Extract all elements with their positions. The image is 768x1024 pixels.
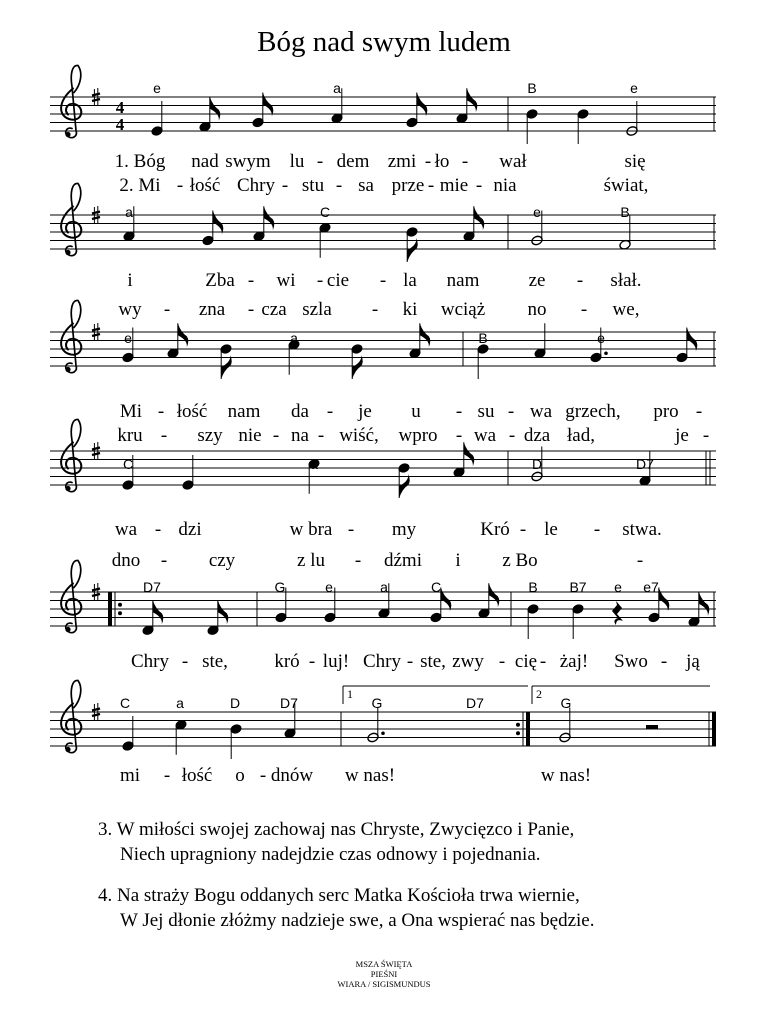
- chord-symbol: e: [614, 579, 622, 595]
- lyric-syllable: pro: [653, 401, 679, 422]
- note: [220, 343, 233, 379]
- lyric-syllable: w bra: [289, 519, 333, 540]
- half-rest: [646, 725, 658, 729]
- lyric-syllable: Mi: [119, 401, 143, 422]
- lyric-syllable: lu: [289, 151, 305, 172]
- lyric-syllable: szla: [302, 299, 332, 320]
- lyric-syllable: -: [539, 651, 547, 672]
- lyric-syllable: dza: [523, 425, 551, 446]
- chord-symbol: C: [430, 579, 442, 595]
- lyric-syllable: dźmi: [384, 550, 422, 571]
- lyric-syllable: cza: [261, 299, 287, 320]
- lyric-syllable: -: [163, 299, 171, 320]
- treble-clef: [61, 183, 81, 255]
- lyric-syllable: -: [354, 550, 362, 571]
- note: [167, 323, 189, 359]
- lyric-syllable: -: [259, 765, 267, 786]
- lyric-syllable: da: [291, 401, 309, 422]
- lyric-syllable: -: [519, 519, 527, 540]
- lyric-syllable: nam: [227, 401, 261, 422]
- chord-symbol: a: [125, 204, 133, 220]
- treble-clef: [61, 560, 81, 632]
- chord-symbol: C: [119, 695, 131, 711]
- chord-symbol: e7: [643, 579, 659, 595]
- lyric-syllable: -: [507, 401, 515, 422]
- chord-symbol: e: [533, 204, 541, 220]
- note: [230, 723, 243, 759]
- chord-symbol: e: [124, 330, 132, 346]
- lyric-syllable: -: [455, 425, 463, 446]
- lyric-syllable: luj!: [322, 651, 350, 672]
- lyric-syllable: -: [308, 651, 316, 672]
- stanza-3-line-1: 3. W miłości swojej zachowaj nas Chryste, Zwycięzco i Panie,: [98, 819, 575, 840]
- note: [207, 600, 229, 636]
- lyric-syllable: zmi: [387, 151, 417, 172]
- chord-symbol: D: [531, 456, 543, 472]
- chord-symbol: G: [371, 695, 383, 711]
- lyric-syllable: Chry: [363, 651, 401, 672]
- lyric-syllable: -: [702, 425, 710, 446]
- lyric-syllable: kru: [117, 425, 143, 446]
- note: [619, 215, 632, 251]
- lyric-syllable: ste,: [202, 651, 228, 672]
- lyric-syllable: -: [695, 401, 703, 422]
- lyric-syllable: -: [461, 151, 469, 172]
- lyric-syllable: w nas!: [540, 765, 592, 786]
- lyric-syllable: stwa.: [622, 519, 662, 540]
- treble-clef: [61, 680, 81, 752]
- lyric-syllable: ze: [528, 270, 546, 291]
- footer-line-3: WIARA / SIGISMUNDUS: [337, 979, 431, 989]
- lyric-syllable: Chry: [237, 175, 275, 196]
- chord-symbol: B: [620, 204, 630, 220]
- lyric-syllable: -: [406, 651, 414, 672]
- lyric-syllable: -: [580, 299, 588, 320]
- note: [199, 97, 221, 133]
- lyric-syllable: z lu: [297, 550, 325, 571]
- lyric-syllable: le: [544, 519, 558, 540]
- footer-line-1: MSZA ŚWIĘTA: [355, 959, 413, 969]
- chord-symbol: D7: [466, 695, 484, 711]
- note: [534, 323, 547, 359]
- lyric-syllable: ład,: [567, 425, 595, 446]
- lyric-syllable: wał: [499, 151, 527, 172]
- lyric-syllable: -: [281, 175, 289, 196]
- lyric-syllable: ki: [402, 299, 418, 320]
- lyric-syllable: szy: [197, 425, 223, 446]
- lyric-syllable: na: [291, 425, 309, 446]
- lyric-syllable: się: [624, 151, 646, 172]
- chord-symbol: e: [597, 330, 605, 346]
- lyric-syllable: su: [477, 401, 495, 422]
- note: [406, 226, 419, 262]
- chord-symbol: D7: [636, 456, 654, 472]
- footer: [0, 959, 768, 989]
- stanza-3: [98, 817, 574, 867]
- lyric-syllable: cię: [514, 651, 538, 672]
- lyric-syllable: -: [424, 151, 432, 172]
- lyric-syllable: we,: [612, 299, 640, 320]
- note: [122, 716, 135, 752]
- treble-clef: [61, 65, 81, 137]
- note: [142, 600, 164, 636]
- lyric-syllable: 1. Bóg: [114, 151, 166, 172]
- lyric-syllable: -: [475, 175, 483, 196]
- lyric-syllable: -: [272, 425, 280, 446]
- lyric-syllable: -: [335, 175, 343, 196]
- lyric-syllable: z Bo: [502, 550, 538, 571]
- note: [572, 603, 585, 639]
- lyric-syllable: -: [498, 651, 506, 672]
- lyric-syllable: -: [347, 519, 355, 540]
- lyric-syllable: żaj!: [559, 651, 589, 672]
- chord-symbol: B: [527, 80, 537, 96]
- lyric-syllable: -: [508, 425, 516, 446]
- lyric-syllable: łość: [189, 175, 221, 196]
- lyric-syllable: je: [358, 401, 372, 422]
- lyric-syllable: -: [379, 270, 387, 291]
- chord-symbol: a: [176, 695, 184, 711]
- lyric-syllable: wiść,: [339, 425, 379, 446]
- note: [175, 719, 188, 755]
- time-signature-bottom: 4: [115, 115, 125, 134]
- note: [151, 101, 164, 137]
- lyric-syllable: ło: [434, 151, 450, 172]
- lyric-syllable: stu: [301, 175, 325, 196]
- lyric-syllable: wi: [276, 270, 296, 291]
- chord-symbol: G: [560, 695, 572, 711]
- chord-symbol: a: [310, 456, 318, 472]
- lyric-syllable: dem: [336, 151, 370, 172]
- lyric-syllable: wa: [114, 519, 138, 540]
- chord-symbol: D: [229, 695, 241, 711]
- lyric-syllable: prze: [391, 175, 425, 196]
- lyric-syllable: -: [593, 519, 601, 540]
- lyric-syllable: u: [411, 401, 421, 422]
- stanza-3-line-2: Niech upragniony nadejdzie czas odnowy i pojednania.: [120, 844, 541, 865]
- lyric-syllable: cie: [326, 270, 350, 291]
- lyric-syllable: dzi: [178, 519, 202, 540]
- system-6: [50, 680, 716, 786]
- chord-symbol: B: [478, 330, 488, 346]
- chord-symbol: e: [325, 579, 333, 595]
- chord-symbol: a: [380, 579, 388, 595]
- lyric-syllable: nie: [238, 425, 262, 446]
- lyric-syllable: zna: [198, 299, 226, 320]
- lyric-syllable: słał.: [610, 270, 642, 291]
- lyric-syllable: -: [160, 425, 168, 446]
- lyric-syllable: ją: [686, 651, 700, 672]
- lyric-syllable: -: [316, 151, 324, 172]
- chord-symbol: B: [528, 579, 538, 595]
- note: [182, 455, 195, 491]
- lyric-syllable: -: [157, 401, 165, 422]
- lyric-syllable: czy: [208, 550, 236, 571]
- lyric-syllable: -: [160, 550, 168, 571]
- note: [351, 343, 364, 379]
- note: [526, 108, 539, 144]
- lyric-syllable: -: [455, 401, 463, 422]
- lyric-syllable: wa: [473, 425, 497, 446]
- lyric-syllable: dnów: [270, 765, 314, 786]
- note: [477, 343, 490, 379]
- lyric-syllable: -: [427, 175, 435, 196]
- volta-1: 1: [347, 687, 353, 701]
- chord-symbol: a: [290, 330, 298, 346]
- lyric-syllable: nam: [446, 270, 480, 291]
- lyric-syllable: wy: [118, 299, 142, 320]
- chord-symbol: B7: [569, 579, 587, 595]
- lyric-syllable: -: [163, 765, 171, 786]
- lyric-syllable: -: [576, 270, 584, 291]
- chord-symbol: C: [319, 204, 331, 220]
- note: [478, 583, 500, 619]
- stanza-4-line-2: W Jej dłonie złóżmy nadzieje swe, a Ona wspierać nas będzie.: [120, 910, 595, 931]
- system-1: [50, 65, 716, 196]
- note: [319, 222, 332, 258]
- chord-symbol: e: [153, 80, 161, 96]
- lyric-syllable: sa: [358, 175, 374, 196]
- note: [456, 88, 478, 124]
- lyric-syllable: -: [154, 519, 162, 540]
- lyric-syllable: łość: [181, 765, 213, 786]
- time-signature-top: 4: [115, 98, 125, 117]
- system-5: [50, 560, 716, 672]
- chord-symbol: a: [333, 80, 341, 96]
- lyric-syllable: -: [247, 299, 255, 320]
- system-2: [50, 183, 716, 320]
- system-4: [50, 419, 716, 571]
- lyric-syllable: wa: [529, 401, 553, 422]
- lyric-syllable: ste,: [420, 651, 446, 672]
- quarter-rest: [612, 601, 623, 625]
- note: [463, 206, 485, 242]
- chord-symbol: D7: [143, 579, 161, 595]
- lyric-syllable: -: [247, 270, 255, 291]
- lyric-syllable: Kró: [480, 519, 510, 540]
- lyric-syllable: dno: [111, 550, 141, 571]
- lyric-syllable: -: [176, 175, 184, 196]
- lyric-syllable: 2. Mi: [119, 175, 161, 196]
- chord-symbol: G: [274, 579, 286, 595]
- lyric-syllable: wpro: [398, 425, 438, 446]
- stanza-4-line-1: 4. Na straży Bogu oddanych serc Matka Kościoła trwa wiernie,: [98, 885, 580, 906]
- lyric-syllable: kró: [274, 651, 300, 672]
- note: [577, 108, 590, 144]
- lyric-syllable: -: [371, 299, 379, 320]
- lyric-syllable: wciąż: [440, 299, 486, 320]
- treble-clef: [61, 300, 81, 372]
- lyric-syllable: -: [660, 651, 668, 672]
- lyric-syllable: swym: [225, 151, 271, 172]
- lyric-syllable: -: [316, 270, 324, 291]
- lyric-syllable: la: [403, 270, 417, 291]
- stanza-4: [98, 883, 594, 933]
- lyric-syllable: -: [317, 425, 325, 446]
- lyric-syllable: w nas!: [344, 765, 396, 786]
- volta-2: 2: [536, 687, 542, 701]
- chord-symbol: D7: [280, 695, 298, 711]
- lyric-syllable: -: [326, 401, 334, 422]
- note: [527, 603, 540, 639]
- lyric-syllable: zwy: [452, 651, 484, 672]
- lyric-syllable: nad: [191, 151, 219, 172]
- lyric-syllable: je: [675, 425, 689, 446]
- lyric-syllable: świat,: [603, 175, 649, 196]
- lyric-syllable: mie: [439, 175, 469, 196]
- lyric-syllable: Swo: [614, 651, 648, 672]
- lyric-syllable: i: [455, 550, 461, 571]
- note: [409, 323, 431, 359]
- lyric-syllable: no: [527, 299, 547, 320]
- lyric-syllable: i: [127, 270, 133, 291]
- lyric-syllable: nia: [493, 175, 517, 196]
- note: [398, 462, 411, 498]
- lyric-syllable: o: [235, 765, 245, 786]
- lyric-syllable: grzech,: [565, 401, 621, 422]
- lyric-syllable: -: [636, 550, 644, 571]
- footer-line-2: PIEŚNI: [370, 969, 398, 979]
- lyric-syllable: Chry: [131, 651, 169, 672]
- note: [688, 592, 710, 628]
- chord-symbol: e: [630, 80, 638, 96]
- page-title: Bóg nad swym ludem: [257, 26, 511, 58]
- lyric-syllable: Zba: [205, 270, 235, 291]
- treble-clef: [61, 419, 81, 491]
- lyric-syllable: -: [181, 651, 189, 672]
- lyric-syllable: my: [391, 519, 417, 540]
- note: [253, 206, 275, 242]
- lyric-syllable: mi: [119, 765, 141, 786]
- system-3: [50, 300, 716, 446]
- note: [453, 442, 475, 478]
- lyric-syllable: łość: [176, 401, 208, 422]
- chord-symbol: C: [122, 456, 134, 472]
